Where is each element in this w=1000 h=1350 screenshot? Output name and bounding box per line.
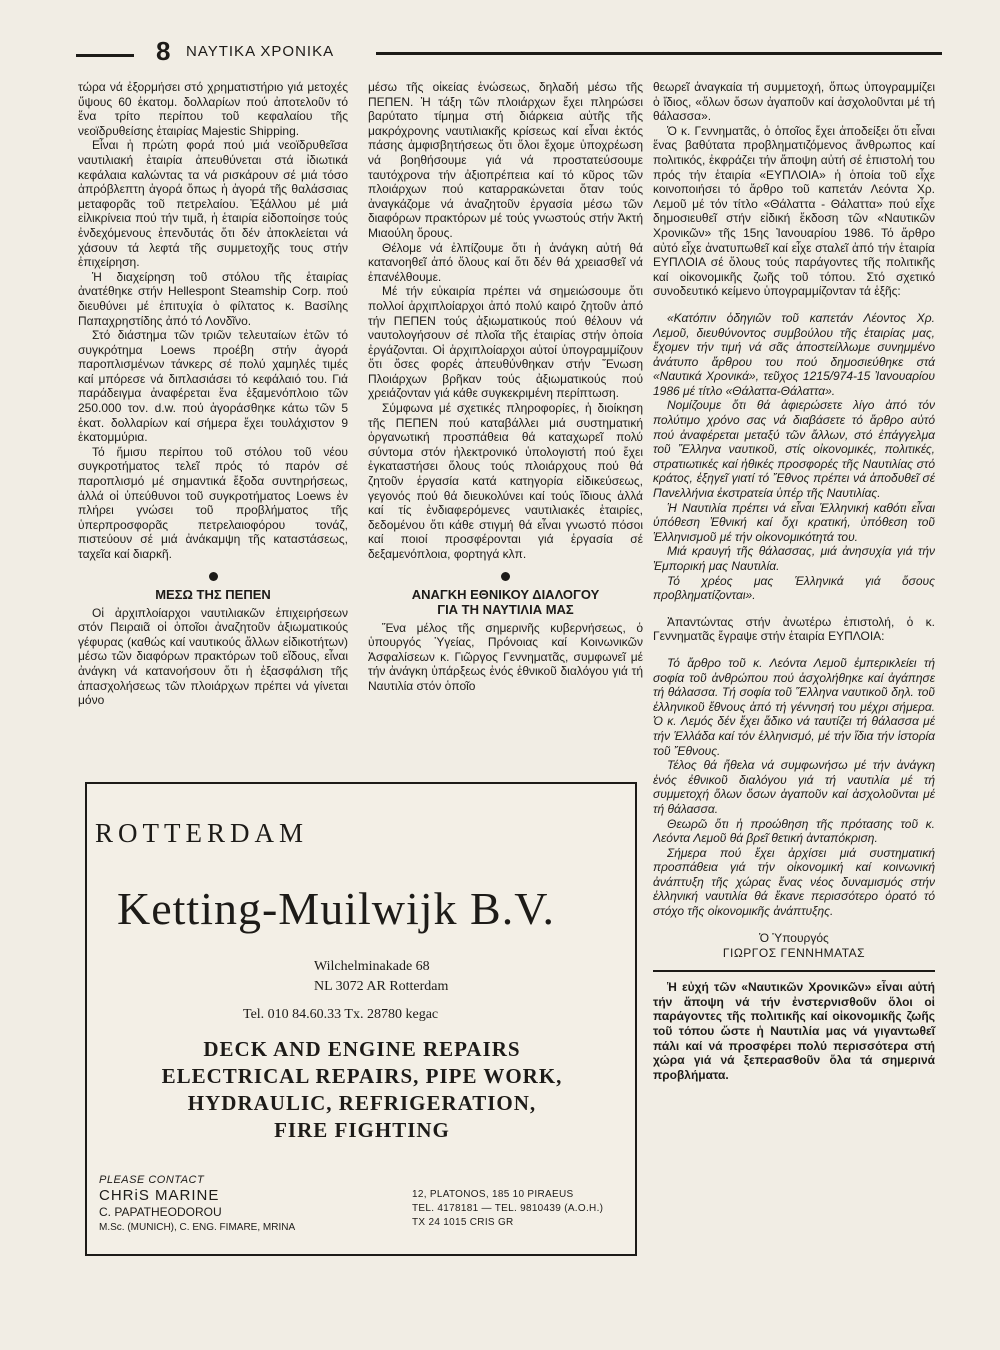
column-2 — [368, 80, 643, 694]
section-bullet — [501, 572, 510, 581]
paragraph: Μέ τήν εὐκαιρία πρέπει νά σημειώσουμε ὅτι πολλοί ἀρχιπλοίαρχοι ἀπό πολύ καιρό ζητοῦν ἀπό τήν ΠΕΠΕΝ τούς ἀξιωματικούς πού θέλουν νά ναυτολογήσουν σέ πλοῖα τῆς ἑταιρίας στήν ὁποία ἐργάζονται. Οἱ ἀρχιπλοίαρχοι αὐτοί ὑπογραμμίζουν ὅτι ὅσες φορές ἀπευθύνθηκαν στήν Ἕνωση Πλοιάρχων βρῆκαν τούς ἀξιωματικούς πού χρειάζονταν γιά κάθε συγκεκριμένη περίπτωση. — [368, 284, 643, 401]
signer-title: Ὁ Ὑπουργός — [759, 930, 829, 945]
paragraph: Ἕνα μέλος τῆς σημερινῆς κυβερνήσεως, ὁ ὑπουργός Ὑγείας, Πρόνοιας καί Κοινωνικῶν Ἀσφαλίσεων κ. Γιῶργος Γεννηματᾶς, συμφωνεῖ μέ τήν ἀνάγκη ὑπάρξεως ἑνός ἐθνικοῦ διαλόγου γιά τή Ναυτιλία στόν ὁποῖο — [368, 620, 643, 693]
paragraph: Θέλομε νά ἐλπίζουμε ὅτι ἡ ἀνάγκη αὐτή θά κατανοηθεῖ ἀπό ὅλους καί ὅτι δέν θά χρειασθεῖ νά ἐπανέλθουμε. — [368, 240, 643, 284]
letter-paragraph: Τό ἄρθρο τοῦ κ. Λεόντα Λεμοῦ ἐμπερικλείει τή σοφία τοῦ ἀνθρώπου πού ἀσχολήθηκε καί ἀγάπησε τή θάλασσα. Τή σοφία τοῦ Ἕλληνα ναυτικοῦ δηλ. τοῦ ἑλληνικοῦ ἔθνους ἀπό τή γέννησή του μέχρι σήμερα. Ὁ κ. Λεμός δέν ἔχει ἄδικο νά ταυτίζει τή θάλασσα μέ τήν Ἑλλάδα καί τόν ἑλληνισμό, μέ τήν ἴδια τήν ἱστορία τοῦ Ἔθνους. — [653, 655, 935, 758]
ad-agent-person: C. PAPATHEODOROU — [99, 1205, 222, 1219]
ad-agent-address: 12, PLATONOS, 185 10 PIRAEUS — [412, 1189, 574, 1200]
header-rule-right — [376, 52, 942, 55]
paragraph: Εἶναι ἡ πρώτη φορά πού μιά νεοϊδρυθεῖσα ναυτιλιακή ἑταιρία ἀπευθύνεται στά ἰδιωτικά κεφάλαια καλώντας τα νά ρισκάρουν σέ μιά τόσο ἀπρόβλεπτη ἀγορά ὅπως ἡ ἀγορά τῆς θαλάσσιας μεταφορᾶς τοῦ πετρελαίου. Ἐξάλλου μέ μιά εἰλικρίνεια πού τήν τιμᾶ, ἡ ἑταιρία εἰδοποίησε τούς ἐνδεχόμενους ἐπενδυτάς ὅτι δέν ἀποκλείεται νά χάσουν τά λεφτά τῆς συμμετοχῆς τους στήν ἐπιχείρηση. — [78, 138, 348, 270]
ad-please-contact: PLEASE CONTACT — [99, 1174, 205, 1186]
ad-contact-block — [99, 1172, 295, 1236]
quoted-paragraph: «Κατόπιν ὁδηγιῶν τοῦ καπετάν Λέοντος Χρ. Λεμοῦ, διευθύνοντος συμβούλου τῆς ἑταιρίας μας, ἔχομεν τήν τιμή νά σᾶς ἀποστείλλωμε συνημμένο ἀνάτυπο ἄρθρου του πού δημοσιεύθηκε στά «Ναυτικά Χρονικά», τεῦχος 1215/974-15 Ἰανουαρίου 1986 μέ τίτλο «Θάλαττα-Θάλαττα». — [653, 310, 935, 398]
ad-agent-tx: TX 24 1015 CRIS GR — [412, 1217, 514, 1228]
advertisement — [85, 782, 637, 1256]
ad-city: ROTTERDAM — [95, 818, 308, 848]
ad-address-line2: NL 3072 AR Rotterdam — [314, 979, 449, 994]
ad-agent-name: CHRiS MARINE — [99, 1187, 220, 1204]
ad-service-line: ELECTRICAL REPAIRS, PIPE WORK, — [161, 1064, 563, 1088]
ad-services — [152, 1036, 572, 1144]
closing-paragraph: Ἡ εὐχή τῶν «Ναυτικῶν Χρονικῶν» εἶναι αὐτή τήν ἄποψη νά τήν ἐνστερνισθοῦν ὅλοι οἱ παράγοντες τῆς πολιτικῆς καί οἰκονομικῆς ζωῆς τοῦ τόπου ὥστε ἡ Ναυτιλία μας νά γιγαντωθεῖ πάλι καί νά προσφέρει πολύ περισσότερα στή χώρα γιά νά ξεπερασθοῦν ὅλα τά σημερινά προβλήματα. — [653, 980, 935, 1082]
paragraph: μέσω τῆς οἰκείας ἑνώσεως, δηλαδή μέσω τῆς ΠΕΠΕΝ. Ἡ τάξη τῶν πλοιάρχων ἔχει πληρώσει βαρύτατο τίμημα στή διάρκεια αὐτῆς τῆς μακρόχρονης ναυτιλιακῆς κρίσεως καί εἶναι ἐκτός πάσης ἀμφισβητήσεως ὅτι ὅλοι ἔχομε ὑποχρέωση νά βοηθήσουμε γιά νά προστατεύσουμε ταυτόχρονα τήν ἀξιοπρέπεια καί τό κῦρος τῶν πλοιάρχων πού καταρρακώνεται ὅταν τούς ἀναγκάζομε νά ἀναζητοῦν ἐργασία μέσω τῶν διαφόρων πρακτόρων μέ τούς γνωστούς στήν Ἀκτή Μιαούλη ὅρους. — [368, 80, 643, 240]
paragraph: θεωρεῖ ἀναγκαία τή συμμετοχή, ὅπως ὑπογραμμίζει ὁ ἴδιος, «ὅλων ὅσων ἀγαποῦν καί ἀσχολοῦνται μέ τή θάλασσα». — [653, 80, 935, 124]
signer-name: ΓΙΩΡΓΟΣ ΓΕΝΝΗΜΑΤΑΣ — [722, 945, 866, 960]
ad-service-line: HYDRAULIC, REFRIGERATION, — [187, 1091, 537, 1115]
section-heading-line1: ΑΝΑΓΚΗ ΕΘΝΙΚΟΥ ΔΙΑΛΟΓΟΥ — [411, 586, 600, 602]
paragraph: Στό διάστημα τῶν τριῶν τελευταίων ἐτῶν τό συγκρότημα Loews προέβη στήν ἀγορά παροπλισμένων τάνκερς σέ πολύ χαμηλές τιμές καί μπόρεσε νά διπλασιάσει τό κεφάλαιό του. Γιά παράδειγμα ἀναφέρεται ἕνα ἑξαμενόπλοιο τῶν 250.000 τον. d.w. πού ἀγοράσθηκε κάτω τῶν 5 ἑκατ. δολλαρίων καί σήμερα ἔχει τουλάχιστον 9 ἑκατομμύρια. — [78, 328, 348, 445]
column-3 — [653, 80, 935, 1082]
ad-address-line1: Wilchelminakade 68 — [314, 959, 430, 974]
header-rule-left — [76, 54, 134, 57]
magazine-title: ΝΑΥΤΙΚΑ ΧΡΟΝΙΚΑ — [186, 43, 335, 60]
ad-telephone: Tel. 010 84.60.33 Tx. 28780 kegac — [243, 1007, 439, 1022]
ad-company-name: Ketting-Muilwijk B.V. — [117, 883, 556, 934]
paragraph: Σύμφωνα μέ σχετικές πληροφορίες, ἡ διοίκηση τῆς ΠΕΠΕΝ πού καταβάλλει μιά συστηματική ὀργανωτική προσπάθεια θά καταχωρεῖ πολύ σύντομα στόν ἠλεκτρονικό ὑπολογιστή πού ἔχει ἐγκαταστήσει ὅλους τούς πλοιάρχους πού θά ζητοῦν ἐργασία κατά κατηγορία εἰδικεύσεως, γεγονός πού θά διευκολύνει καί τούς ἴδιους ἀλλά καί τίς ἐνδιαφερόμενες ναυτιλιακές ἑταιρίες, δεδομένου ὅτι κάθε στιγμή θά εἶναι γνωστό πόσοι καί ποιοί προσφέρονται γιά ἐργασία σέ δεξαμενόπλοια, φορτηγά κλπ. — [368, 401, 643, 561]
section-heading-line2: ΓΙΑ ΤΗ ΝΑΥΤΙΛΙΑ ΜΑΣ — [437, 601, 574, 617]
paragraph: Ἀπαντώντας στήν ἀνωτέρω ἐπιστολή, ὁ κ. Γεννηματᾶς ἔγραψε στήν ἑταιρία ΕΥΠΛΟΙΑ: — [653, 614, 935, 644]
page-number: 8 — [156, 36, 171, 66]
paragraph: Ὁ κ. Γεννηματᾶς, ὁ ὁποῖος ἔχει ἀποδείξει ὅτι εἶναι ἕνας βαθύτατα προβληματιζόμενος ἄνθρωπος καί πολιτικός, ἐκφράζει τήν ἄποψη αὐτή σέ ἐπιστολή του πρός τήν ἑταιρία «ΕΥΠΛΟΙΑ» ἡ ὁποία τοῦ εἶχε κοινοποιήσει τό ἄρθρο τοῦ καπετάν Λεόντα Χρ. Λεμοῦ μέ τόν τίτλο «Θάλαττα - Θάλαττα» πού εἶχε δημοσιευθεῖ στήν εἰδική ἔκδοση τῶν «Ναυτικῶν Χρονικῶν» τῆς 15ης Ἰανουαρίου 1986. Τό ἄρθρο αὐτό εἶχε ἀνατυπωθεῖ καί εἶχε σταλεῖ ἀπό τήν ἑταιρία ΕΥΠΛΟΙΑ σέ ὅλους τούς παράγοντες τῆς πολιτικῆς καί οἰκονομικῆς ζωῆς τοῦ τόπου. Στό σχετικό συνοδευτικό κείμενο ὑπογραμμίζονταν τά ἑξῆς: — [653, 123, 935, 299]
page-header — [76, 36, 942, 70]
letter-paragraph: Τέλος θά ἤθελα νά συμφωνήσω μέ τήν ἀνάγκη ἑνός ἐθνικοῦ διαλόγου γιά τή ναυτιλία μέ τή συμμετοχή ὅλων ὅσων ἀγαποῦν καί ἀσχολοῦνται μέ τή θάλασσα. — [653, 758, 935, 816]
quoted-paragraph: Ἡ Ναυτιλία πρέπει νά εἶναι Ἑλληνική καθότι εἶναι ὑπόθεση Ἐθνική καί ὄχι κρατική, ὑπόθεση τοῦ Ἑλληνισμοῦ μέ τήν οἰκονομικότητά του. — [653, 500, 935, 544]
paragraph: Ἡ διαχείρηση τοῦ στόλου τῆς ἑταιρίας ἀνατέθηκε στήν Hellespont Steamship Corp. πού διευθύνει μέ ἐπιτυχία ὁ φίλτατος κ. Βασίλης Παπαχρηστίδης ἀπό τό Λονδῖνο. — [78, 269, 348, 328]
quoted-paragraph: Μιά κραυγή τῆς θάλασσας, μιά ἀνησυχία γιά τήν Ἐμπορική μας Ναυτιλία. — [653, 544, 935, 573]
section-bullet — [209, 572, 218, 581]
ad-agent-tel: TEL. 4178181 — TEL. 9810439 (A.O.H.) — [412, 1203, 604, 1214]
quoted-paragraph: Τό χρέος μας Ἑλληνικά γιά ὅσους προβληματίζονται». — [653, 573, 935, 603]
ad-agent-contact — [412, 1188, 603, 1230]
section-heading: ΜΕΣΩ ΤΗΣ ΠΕΠΕΝ — [155, 586, 271, 602]
paragraph: Οἱ ἀρχιπλοίαρχοι ναυτιλιακῶν ἐπιχειρήσεων στόν Πειραιᾶ οἱ ὁποῖοι ἀναζητοῦν ἀξιωματικούς γέφυρας (καθώς καί ναυτικούς ἄλλων εἰδικοτήτων) μέσω τῶν διαφόρων πρακτόρων τοῦ εἴδους, εἶναι ἀνάγκη νά κατανοήσουν ὅτι ἡ ἐξασφάλιση τῆς ἀπασχολήσεως τῶν πλοιάρχων πρέπει νά γίνεται μόνο — [78, 605, 348, 708]
quoted-paragraph: Νομίζουμε ὅτι θά ἀφιερώσετε λίγο ἀπό τόν πολύτιμο χρόνο σας νά διαβάσετε τό ἄρθρο αὐτό πού ἀναφέρεται μεταξύ τῶν ἄλλων, στό ἐπάγγελμα τοῦ Ἕλληνα ναυτικοῦ, στίς οἰκονομικές, πολιτικές, στρατιωτικές καί ἠθικές προσφορές τῆς Ναυτιλίας στό κράτος, ἐξηγεῖ γιατί τό Ἔθνος πρέπει νά ἀποδυθεῖ σέ Πανελλήνια ἐκστρατεία ὑπέρ τῆς Ναυτιλίας. — [653, 398, 935, 501]
letter-paragraph: Θεωρῶ ὅτι ἡ προώθηση τῆς πρότασης τοῦ κ. Λεόντα Λεμοῦ θά βρεῖ θετική ἀνταπόκριση. — [653, 816, 935, 846]
ad-service-line: FIRE FIGHTING — [274, 1118, 450, 1142]
paragraph: τώρα νά ἐξορμήσει στό χρηματιστήριο γιά μετοχές ὕψους 60 ἑκατομ. δολλαρίων πού ἀποτελοῦν τό ἕνα τρίτο περίπου τοῦ κεφαλαίου τῆς νεοϊδρυθείσης ἑταιρίας Majestic Shipping. — [78, 80, 348, 138]
ad-agent-degree: M.Sc. (MUNICH), C. ENG. FIMARE, MRINA — [99, 1222, 296, 1233]
column-1 — [78, 80, 348, 708]
letter-paragraph: Σήμερα πού ἔχει ἀρχίσει μιά συστηματική προσπάθεια γιά τήν οἰκονομική καί κοινωνική ἀνάπτυξη τῆς χώρας ἕνας νέος δυναμισμός στήν ἑλληνική ναυτιλία θά ἔκανε περισσότερο ὁρατό τό στόχο τῆς οἰκονομικῆς ἀνάπτυξης. — [653, 845, 935, 919]
paragraph: Τό ἥμισυ περίπου τοῦ στόλου τοῦ νέου συγκροτήματος τελεῖ πρός τό παρόν σέ παροπλισμό μέ σημαντικά ἔξοδα συντηρήσεως, ἀλλά οἱ ὑπεύθυνοι τοῦ συγκροτήματος Loews ἐν πλήρει γνώσει τοῦ προβλήματος τῆς ὑπερπροσφορᾶς πετρελαιοφόρου τονάζ, πιστεύουν σέ μιά ἀνάκαμψη τῆς καταστάσεως, ταχεῖα καί διαρκῆ. — [78, 444, 348, 561]
ad-service-line: DECK AND ENGINE REPAIRS — [203, 1037, 521, 1061]
divider — [653, 970, 935, 972]
